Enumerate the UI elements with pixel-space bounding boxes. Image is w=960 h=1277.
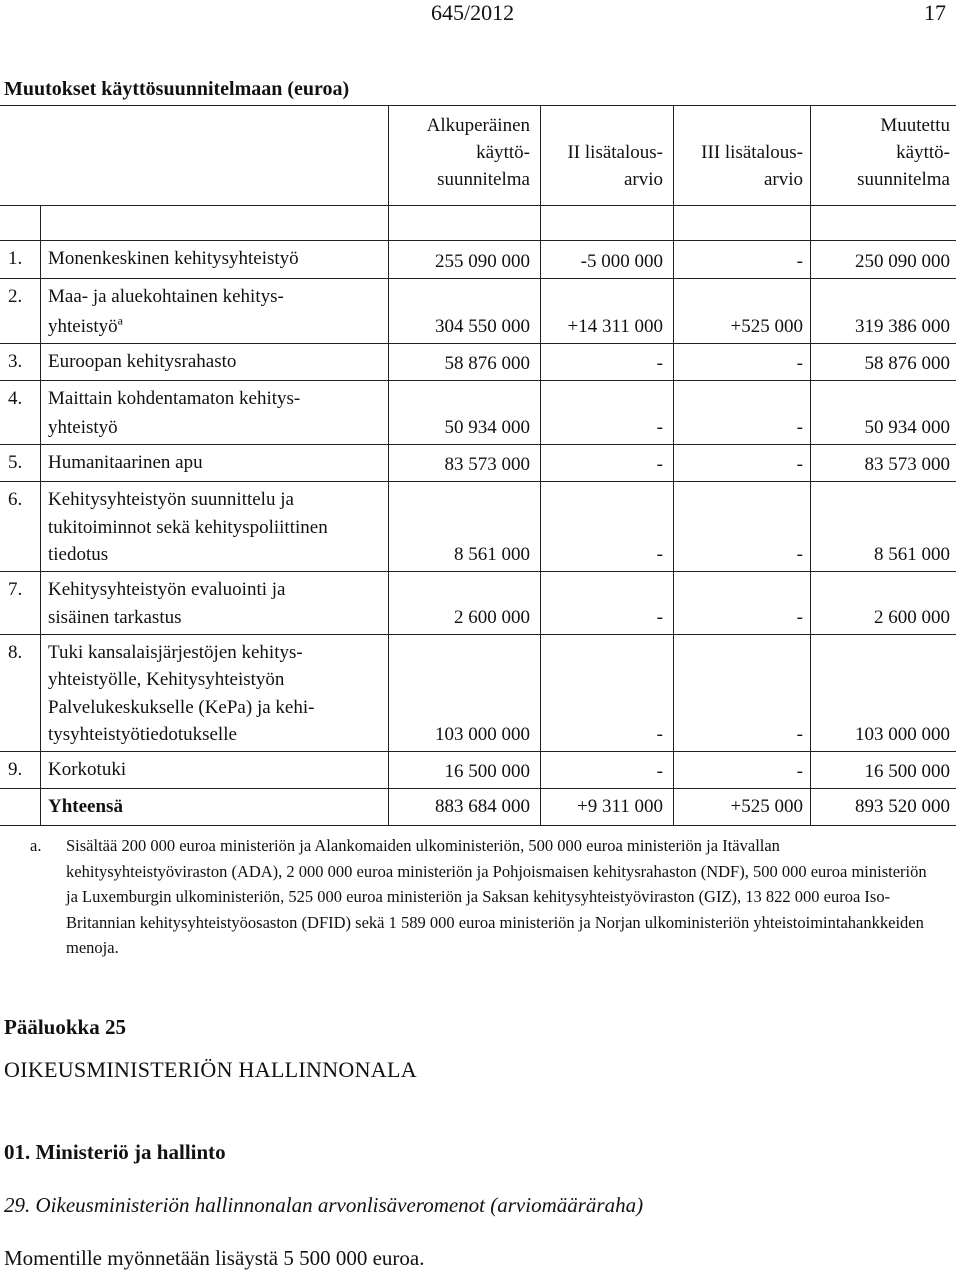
- row-label-text: tysyhteistyötiedotukselle: [48, 724, 237, 745]
- row-value: 8 561 000: [454, 544, 530, 565]
- column-header-line: suunnitelma: [857, 169, 950, 190]
- column-header-line: Muutettu: [880, 115, 950, 136]
- row-label-text: Korkotuki: [48, 759, 127, 780]
- row-value: 2 600 000: [874, 607, 950, 628]
- row-label: [48, 541, 108, 568]
- column-header-line: Alkuperäinen: [426, 115, 530, 136]
- row-number: 6.: [8, 489, 23, 510]
- row-value: -: [656, 607, 663, 628]
- main-class-heading: Pääluokka 25: [4, 1015, 126, 1039]
- row-label: [48, 604, 182, 631]
- row-label-text: Monenkeskinen kehitysyhteistyö: [48, 248, 299, 269]
- row-label: [48, 449, 203, 476]
- row-number: 3.: [8, 351, 23, 372]
- row-label: [48, 639, 303, 666]
- row-label-text: tukitoiminnot sekä kehityspoliittinen: [48, 516, 328, 538]
- table-rule: [0, 571, 956, 572]
- row-value: -: [796, 761, 803, 782]
- table-title: Muutokset käyttösuunnitelmaan (euroa): [4, 78, 350, 100]
- row-label-text: Euroopan kehitysrahasto: [48, 351, 237, 372]
- column-header-line: III lisätalous-: [701, 142, 803, 163]
- table-rule: [0, 751, 956, 752]
- row-label: [48, 486, 294, 513]
- row-value: -: [656, 544, 663, 565]
- footnote-mark: a.: [30, 836, 42, 855]
- column-header-line: suunnitelma: [437, 169, 530, 190]
- row-label-text: Maittain kohdentamaton kehitys-: [48, 388, 301, 409]
- footnote-text: Sisältää 200 000 euroa ministeriön ja Alankomaiden ulkoministeriön, 500 000 euroa ministeriön ja Itävallan kehitysyhteistyöviraston (ADA), 2 000 000 euroa ministeriön ja Pohjoismaisen kehitysrahaston (NDF), 500 000 euroa ministeriön ja Luxemburgin ulkoministeriön, 525 000 euroa ministeriön ja Saksan kehitysyhteistyöviraston (GIZ), 13 822 000 euroa Iso-Britannian kehitysyhteistyöosaston (DFID) sekä 1 589 000 euroa ministeriön ja Norjan ulkoministeriön yhteistoimintahankkeiden menoja.: [66, 836, 927, 957]
- row-label-text: yhteistyölle, Kehitysyhteistyön: [48, 669, 285, 691]
- row-label: [48, 756, 126, 783]
- column-rule: [40, 205, 41, 825]
- table-rule: [0, 634, 956, 635]
- row-label: [48, 414, 118, 441]
- row-label: [48, 694, 314, 721]
- row-label: [48, 385, 300, 412]
- row-value: 50 934 000: [444, 417, 530, 438]
- table-rule: [0, 278, 956, 279]
- row-label: [48, 721, 237, 748]
- row-value: +525 000: [730, 316, 803, 337]
- row-number: 2.: [8, 286, 23, 307]
- total-value: +525 000: [730, 796, 803, 817]
- row-value: -: [796, 251, 803, 272]
- row-label: [48, 283, 284, 310]
- row-number: 7.: [8, 579, 23, 600]
- row-label-text: Maa- ja aluekohtainen kehitys-: [48, 286, 284, 307]
- row-label-text: Kehitysyhteistyön evaluointi ja: [48, 579, 286, 600]
- moment-heading: 29. Oikeusministeriön hallinnonalan arvonlisäveromenot (arviomääräraha): [4, 1193, 644, 1217]
- row-value: 16 500 000: [444, 761, 530, 782]
- column-header-line: käyttö-: [476, 142, 530, 163]
- row-value: -: [656, 353, 663, 374]
- row-label-text: tiedotus: [48, 544, 109, 565]
- row-label-text: yhteistyö: [48, 417, 118, 438]
- row-value: -: [796, 607, 803, 628]
- ministry-heading: OIKEUSMINISTERIÖN HALLINNONALA: [4, 1057, 417, 1082]
- body-text: Momentille myönnetään lisäystä 5 500 000 euroa.: [4, 1246, 425, 1270]
- row-value: 319 386 000: [855, 316, 950, 337]
- row-value: 2 600 000: [454, 607, 530, 628]
- row-label: [48, 576, 285, 603]
- row-value: 103 000 000: [435, 724, 530, 745]
- table-rule: [0, 380, 956, 381]
- row-value: -: [796, 544, 803, 565]
- column-header-line: käyttö-: [896, 142, 950, 163]
- row-value: 83 573 000: [864, 454, 950, 475]
- row-value: 255 090 000: [435, 251, 530, 272]
- row-value: 304 550 000: [435, 316, 530, 337]
- table-rule: [0, 444, 956, 445]
- footnote-reference: a: [117, 313, 123, 328]
- row-value: -: [656, 724, 663, 745]
- row-value: -: [656, 454, 663, 475]
- row-label: [48, 245, 299, 272]
- row-value: 50 934 000: [864, 417, 950, 438]
- row-value: -: [796, 353, 803, 374]
- table-rule: [0, 240, 956, 241]
- column-header-line: arvio: [623, 169, 663, 190]
- row-label: [48, 514, 328, 541]
- row-value: 8 561 000: [874, 544, 950, 565]
- total-value: +9 311 000: [576, 796, 663, 817]
- row-value: -: [656, 761, 663, 782]
- row-label: [48, 313, 123, 340]
- row-label-text: Humanitaarinen apu: [48, 452, 203, 473]
- table-rule: [0, 825, 956, 826]
- row-value: -: [656, 417, 663, 438]
- row-value: -5 000 000: [580, 251, 663, 272]
- row-label-text: Tuki kansalaisjärjestöjen kehitys-: [48, 642, 303, 663]
- row-number: 9.: [8, 759, 23, 780]
- row-value: -: [796, 454, 803, 475]
- row-value: 58 876 000: [864, 353, 950, 374]
- column-header-line: arvio: [763, 169, 803, 190]
- table-rule: [0, 205, 956, 206]
- row-value: -: [796, 417, 803, 438]
- table-rule: [0, 343, 956, 344]
- row-number: 1.: [8, 248, 23, 269]
- table-rule: [0, 481, 956, 482]
- document-number: 645/2012: [431, 0, 515, 25]
- row-value: 83 573 000: [444, 454, 530, 475]
- row-value: +14 311 000: [567, 316, 663, 337]
- table-rule: [0, 788, 956, 789]
- row-value: 250 090 000: [855, 251, 950, 272]
- chapter-heading: 01. Ministeriö ja hallinto: [4, 1140, 226, 1164]
- total-value: 893 520 000: [855, 796, 950, 817]
- row-number: 8.: [8, 642, 23, 663]
- row-label-text: Palvelukeskukselle (KePa) ja kehi-: [48, 696, 315, 718]
- row-label-text: sisäinen tarkastus: [48, 607, 182, 628]
- row-label: [48, 348, 236, 375]
- row-value: -: [796, 724, 803, 745]
- total-label: Yhteensä: [48, 796, 123, 817]
- row-value: 103 000 000: [855, 724, 950, 745]
- row-number: 5.: [8, 452, 23, 473]
- column-header-line: II lisätalous-: [567, 142, 663, 163]
- table-rule: [0, 105, 956, 106]
- row-label-text: Kehitysyhteistyön suunnittelu ja: [48, 489, 294, 510]
- row-label-text: yhteistyö: [48, 316, 118, 337]
- total-value: 883 684 000: [435, 796, 530, 817]
- row-value: 16 500 000: [864, 761, 950, 782]
- row-value: 58 876 000: [444, 353, 530, 374]
- page-number: 17: [924, 0, 946, 25]
- row-number: 4.: [8, 388, 23, 409]
- column-header: [673, 112, 950, 193]
- row-label: [48, 666, 284, 693]
